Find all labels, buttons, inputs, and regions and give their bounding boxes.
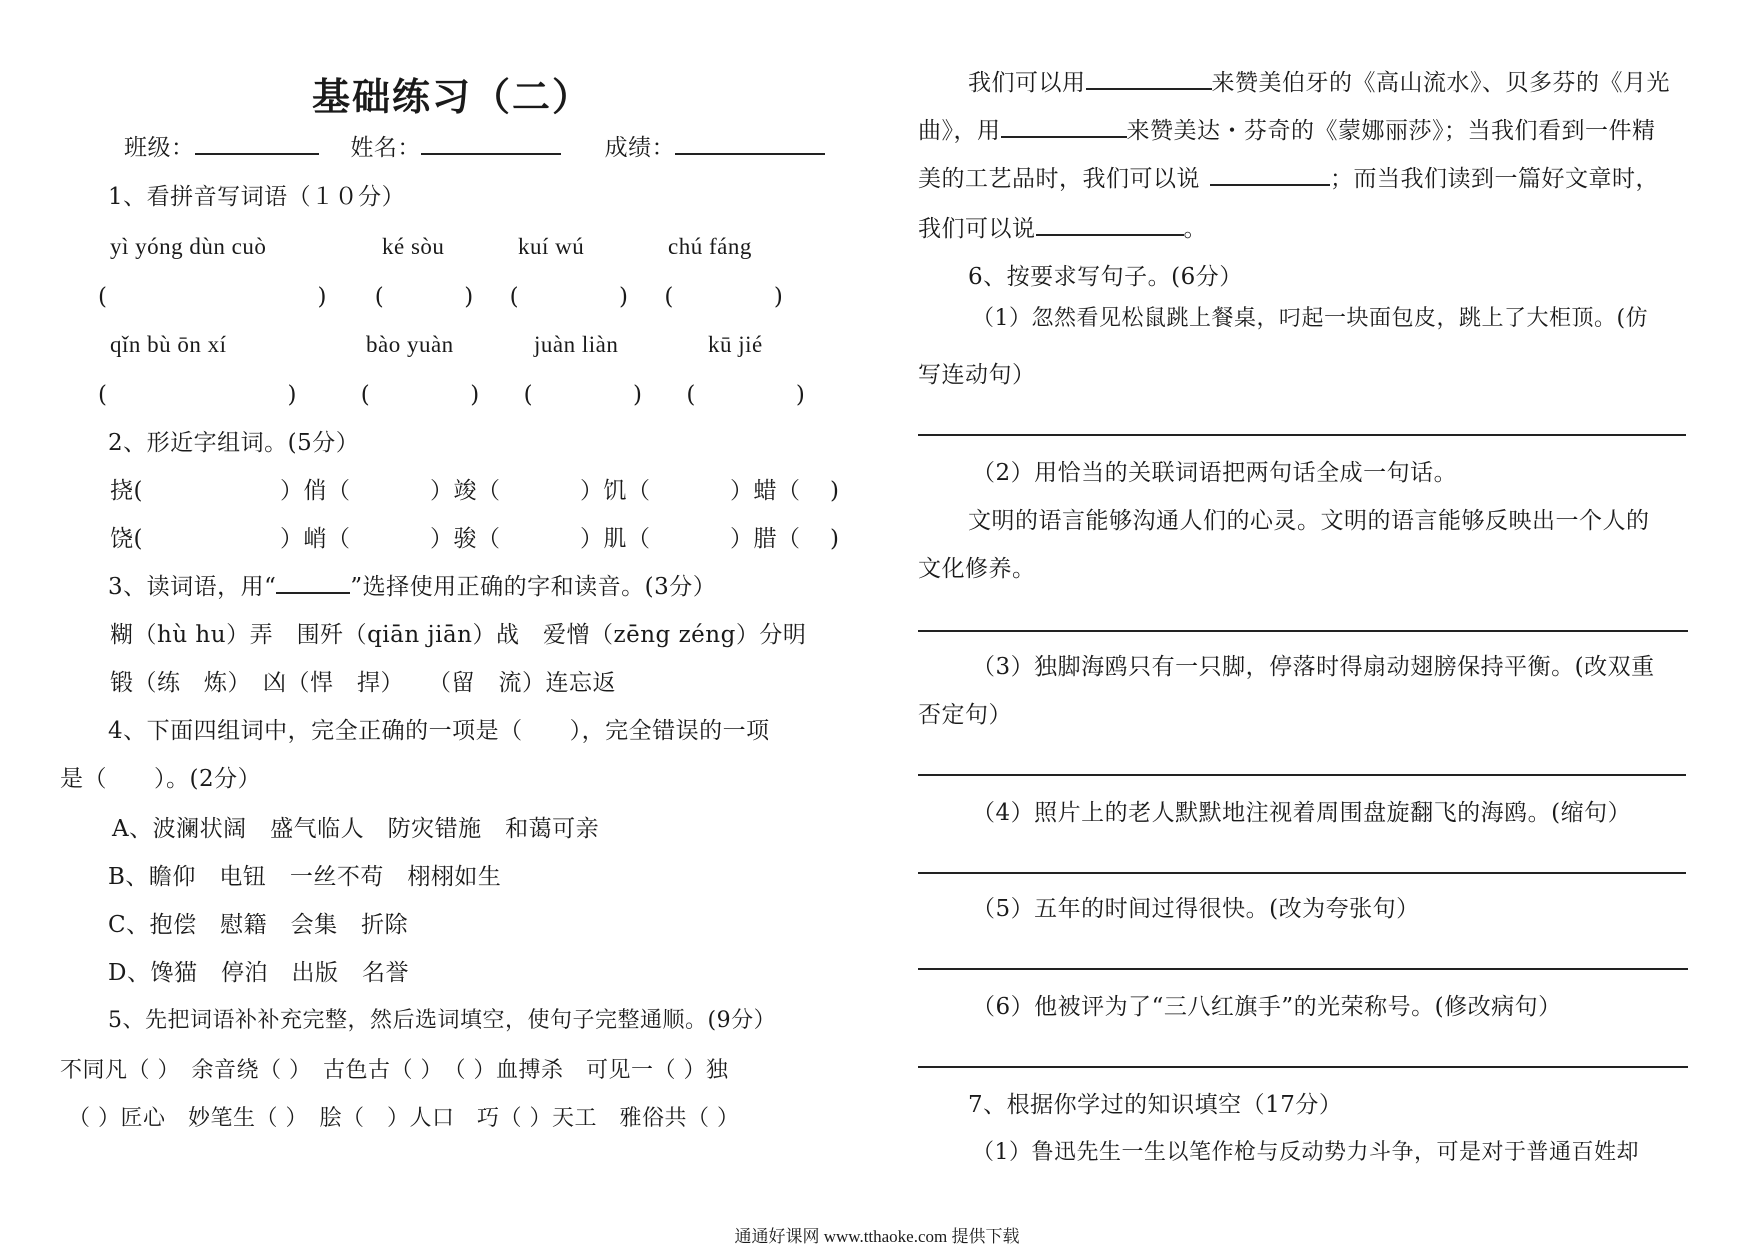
paren: )	[830, 526, 840, 552]
q6-s1b: 写连动句）	[918, 362, 1036, 388]
q3-underline-sample	[276, 572, 350, 594]
q2-item: 挠(	[110, 478, 143, 504]
q6-s1a: （1）忽然看见松鼠跳上餐桌，叼起一块面包皮，跳上了大柜顶。(仿	[972, 306, 1649, 331]
paren: (	[98, 382, 108, 408]
q5-para-d2: 。	[1183, 216, 1207, 242]
q5-para-c2: ；而当我们读到一篇好文章时，	[1330, 166, 1659, 192]
paren: (	[98, 284, 108, 310]
paren: (	[360, 382, 371, 408]
q6-s3b: 否定句）	[918, 702, 1012, 728]
q1-pinyin-1b: ké sòu	[382, 234, 445, 259]
q2-item: ）腊（	[730, 526, 801, 552]
q1-pinyin-2a: qǐn bù ōn xí	[110, 332, 227, 357]
paren: )	[773, 284, 784, 310]
q1-answer-row2	[98, 380, 805, 410]
q5-blank-2[interactable]	[1001, 116, 1127, 138]
q5-para-b2: 来赞美达・芬奇的《蒙娜丽莎》；当我们看到一件精	[1126, 118, 1656, 144]
page-title: 基础练习（二）	[312, 75, 593, 119]
paren: (	[523, 382, 534, 408]
q7-s1: （1）鲁迅先生一生以笔作枪与反动势力斗争，可是对于普通百姓却	[972, 1140, 1639, 1165]
q1-pinyin-1c: kuí wú	[518, 234, 585, 259]
q1-pinyin-1d: chú fáng	[668, 234, 752, 259]
q5-para-b1: 曲》，用	[918, 118, 1001, 144]
q6-s6: （6）他被评为了“三八红旗手”的光荣称号。(修改病句）	[972, 994, 1562, 1020]
paren: (	[664, 284, 674, 310]
q4-line1: 4、下面四组词中，完全正确的一项是（ ），完全错误的一项	[108, 718, 770, 744]
q3-heading-post: ”选择使用正确的字和读音。(3分）	[350, 574, 717, 600]
q6-answer-line-6[interactable]	[918, 1066, 1688, 1068]
q5-blank-1[interactable]	[1086, 68, 1212, 90]
name-label: 姓名：	[350, 135, 421, 161]
header-row	[124, 133, 825, 163]
q5-para-c	[918, 164, 1659, 194]
q6-s2b: 文化修养。	[918, 556, 1036, 582]
paren: )	[464, 284, 474, 310]
footer-credit: 通通好课网 www.tthaoke.com 提供下载	[734, 1227, 1020, 1246]
score-blank[interactable]	[675, 133, 825, 155]
paren: )	[633, 382, 643, 408]
q6-s5: （5）五年的时间过得很快。(改为夸张句）	[972, 896, 1420, 922]
q5-para-d1: 我们可以说	[918, 216, 1036, 242]
paren: )	[830, 478, 840, 504]
q1-pinyin-2c: juàn liàn	[534, 332, 619, 357]
q5-para-a1: 我们可以用	[968, 70, 1086, 96]
q2-item: ）俏（	[280, 478, 351, 504]
q2-item: ）肌（	[580, 526, 651, 552]
q6-s4: （4）照片上的老人默默地注视着周围盘旋翻飞的海鸥。(缩句）	[972, 800, 1632, 826]
q5-heading: 5、先把词语补补充完整，然后选词填空，使句子完整通顺。(9分）	[108, 1008, 777, 1033]
q6-s2: （2）用恰当的关联词语把两句话全成一句话。	[972, 460, 1458, 486]
q3-heading-pre: 3、读词语，用“	[108, 574, 277, 600]
q4-option-c: C、抱偿 慰籍 会集 折除	[108, 912, 409, 938]
q3-line1: 糊（hù hu）弄 围歼（qiān jiān）战 爱憎（zēng zéng）分明	[110, 622, 807, 648]
q4-option-a: A、波澜状阔 盛气临人 防灾错施 和蔼可亲	[112, 816, 600, 842]
q2-row1	[110, 476, 839, 506]
q5-blank-4[interactable]	[1036, 214, 1184, 236]
paren: (	[374, 284, 385, 310]
q2-item: ）蜡（	[730, 478, 801, 504]
q1-pinyin-2b: bào yuàn	[366, 332, 454, 357]
paren: )	[795, 382, 806, 408]
q4-option-b: B、瞻仰 电钮 一丝不苟 栩栩如生	[108, 864, 502, 890]
q1-pinyin-1a: yì yóng dùn cuò	[110, 234, 267, 259]
q2-item: ）峭（	[280, 526, 351, 552]
q5-para-d	[918, 214, 1207, 244]
q2-item: ）饥（	[580, 478, 651, 504]
score-label: 成绩：	[604, 135, 676, 161]
q3-heading	[108, 572, 716, 602]
q2-row2	[110, 524, 839, 554]
q5-line1: 不同凡（ ） 余音绕（ ） 古色古（ ） （ ）血搏杀 可见一（ ）独	[60, 1058, 729, 1083]
q5-blank-3[interactable]	[1210, 164, 1330, 186]
class-label: 班级：	[124, 135, 195, 161]
paren: )	[470, 382, 480, 408]
name-blank[interactable]	[421, 133, 561, 155]
paren: (	[509, 284, 520, 310]
paren: (	[686, 382, 696, 408]
q1-pinyin-2d: kū jié	[708, 332, 763, 357]
paren: )	[619, 284, 629, 310]
q2-item: ）骏（	[430, 526, 501, 552]
q5-line2: （ ）匠心 妙笔生（ ） 脍（ ）人口 巧（ ）天工 雅俗共（ ）	[68, 1106, 740, 1131]
q2-heading: 2、形近字组词。(5分）	[108, 430, 360, 456]
q1-answer-row1	[98, 282, 783, 312]
q7-heading: 7、根据你学过的知识填空（17分）	[968, 1092, 1343, 1118]
q6-answer-line-3[interactable]	[918, 774, 1686, 776]
q6-heading: 6、按要求写句子。(6分）	[968, 264, 1243, 290]
q6-s3a: （3）独脚海鸥只有一只脚，停落时得扇动翅膀保持平衡。(改双重	[972, 654, 1655, 680]
q3-line2: 锻（练 炼） 凶（悍 捍） （留 流）连忘返	[110, 670, 616, 696]
q5-para-c1: 美的工艺品时，我们可以说	[918, 166, 1200, 192]
class-blank[interactable]	[195, 133, 319, 155]
q6-answer-line-4[interactable]	[918, 872, 1686, 874]
q6-answer-line-1[interactable]	[918, 434, 1686, 436]
paren: )	[287, 382, 297, 408]
q5-para-a	[968, 68, 1670, 98]
q5-para-a2: 来赞美伯牙的《高山流水》、贝多芬的《月光	[1211, 70, 1670, 96]
q6-s2a: 文明的语言能够沟通人们的心灵。文明的语言能够反映出一个人的	[968, 508, 1650, 534]
q2-item: 饶(	[110, 526, 143, 552]
q5-para-b	[918, 116, 1656, 146]
q1-heading: 1、看拼音写词语（１０分）	[108, 184, 406, 210]
q6-answer-line-5[interactable]	[918, 968, 1688, 970]
paren: )	[317, 284, 327, 310]
q2-item: ）竣（	[430, 478, 501, 504]
q4-line2: 是（ ）。(2分）	[60, 766, 262, 792]
q4-option-d: D、馋猫 停泊 出版 名誉	[108, 960, 409, 986]
q6-answer-line-2[interactable]	[918, 630, 1688, 632]
